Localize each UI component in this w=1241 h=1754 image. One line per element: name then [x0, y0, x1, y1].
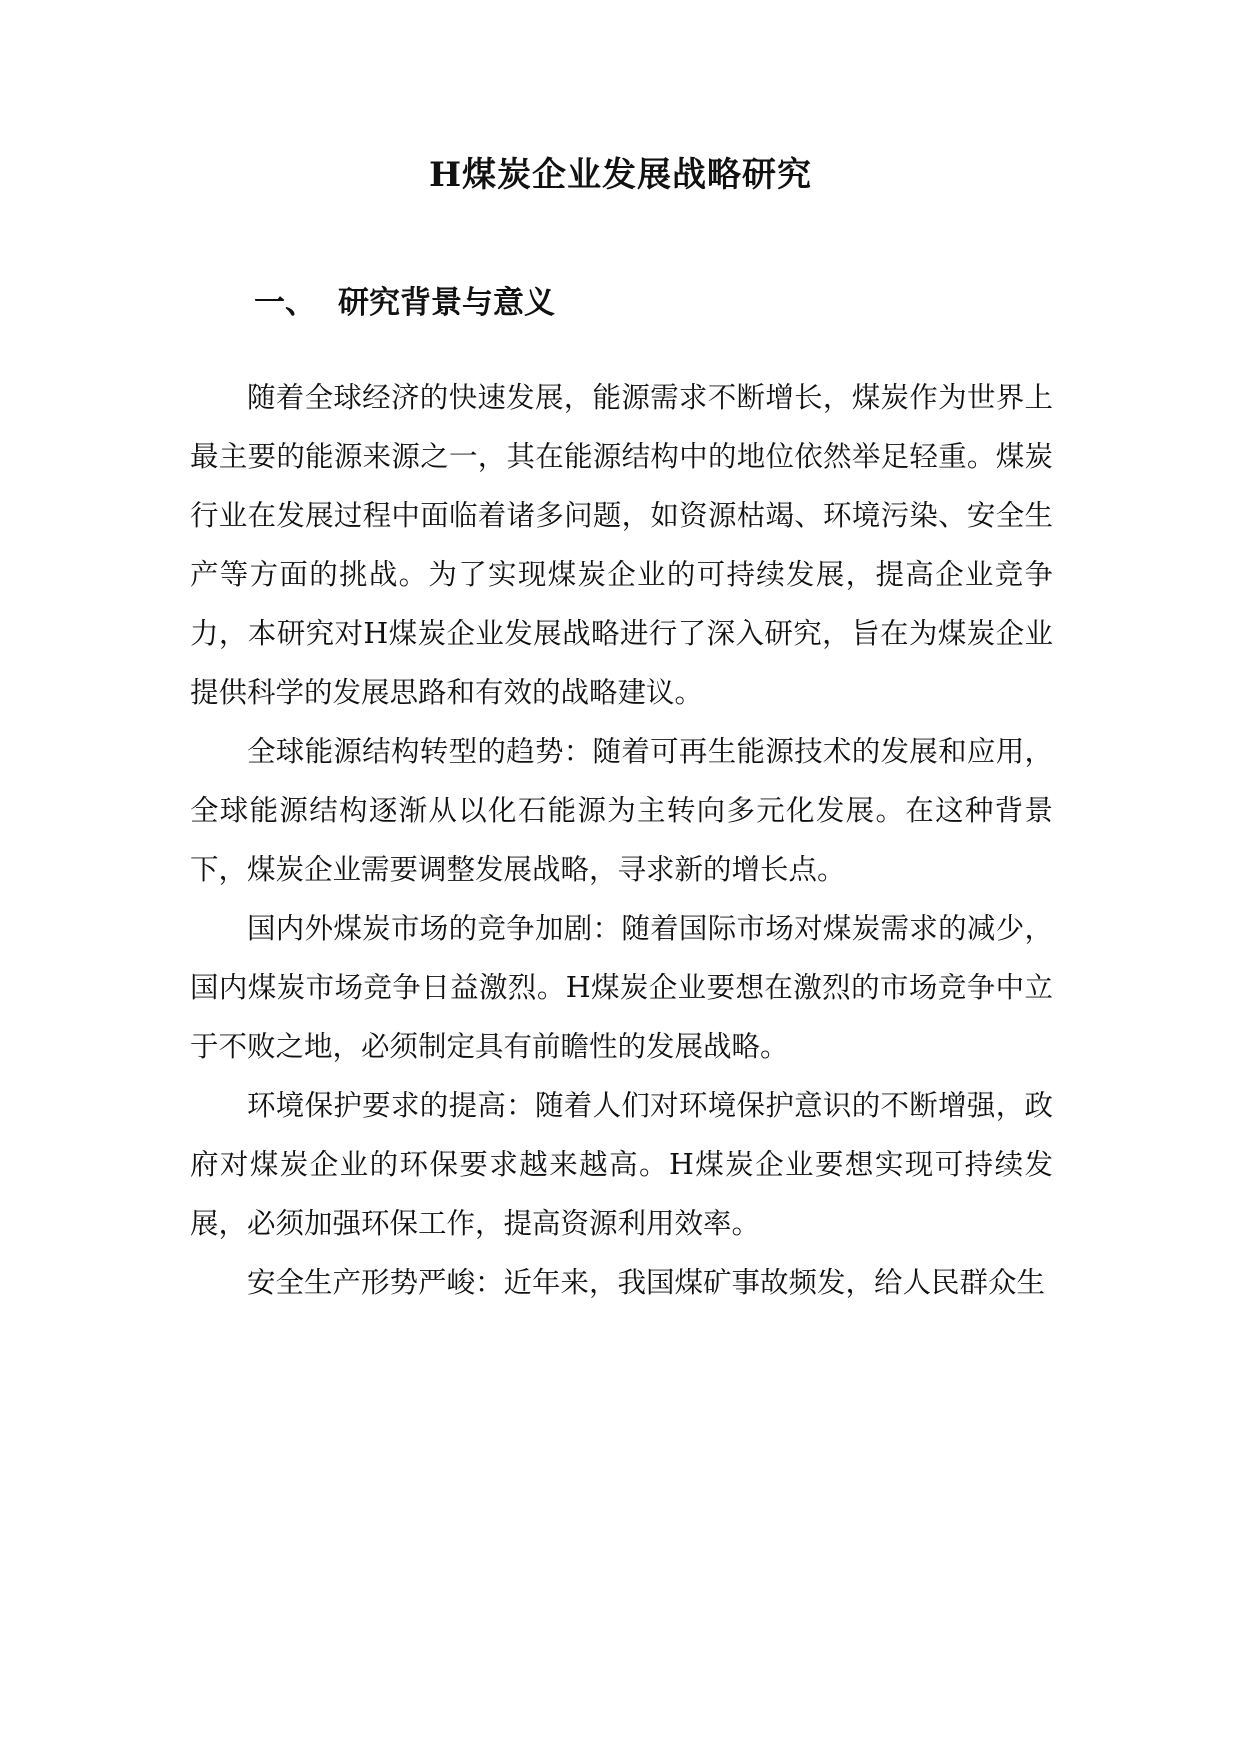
section-number: 一、	[254, 285, 316, 321]
document-body	[190, 368, 1053, 1312]
paragraph: 国内外煤炭市场的竞争加剧：随着国际市场对煤炭需求的减少，国内煤炭市场竞争日益激烈。H煤炭企业要想在激烈的市场竞争中立于不败之地，必须制定具有前瞻性的发展战略。	[190, 912, 1053, 1063]
section-heading	[254, 280, 555, 326]
paragraph: 环境保护要求的提高：随着人们对环境保护意识的不断增强，政府对煤炭企业的环保要求越来越高。H煤炭企业要想实现可持续发展，必须加强环保工作，提高资源利用效率。	[190, 1089, 1053, 1240]
paragraph: 随着全球经济的快速发展，能源需求不断增长，煤炭作为世界上最主要的能源来源之一，其在能源结构中的地位依然举足轻重。煤炭行业在发展过程中面临着诸多问题，如资源枯竭、环境污染、安全生产等方面的挑战。为了实现煤炭企业的可持续发展，提高企业竞争力，本研究对H煤炭企业发展战略进行了深入研究，旨在为煤炭企业提供科学的发展思路和有效的战略建议。	[190, 381, 1053, 709]
paragraph: 全球能源结构转型的趋势：随着可再生能源技术的发展和应用，全球能源结构逐渐从以化石能源为主转向多元化发展。在这种背景下，煤炭企业需要调整发展战略，寻求新的增长点。	[190, 735, 1053, 886]
document-title: H煤炭企业发展战略研究	[428, 155, 813, 195]
paragraph: 安全生产形势严峻：近年来，我国煤矿事故频发，给人民群众生	[247, 1266, 1046, 1299]
section-title: 研究背景与意义	[338, 285, 555, 321]
